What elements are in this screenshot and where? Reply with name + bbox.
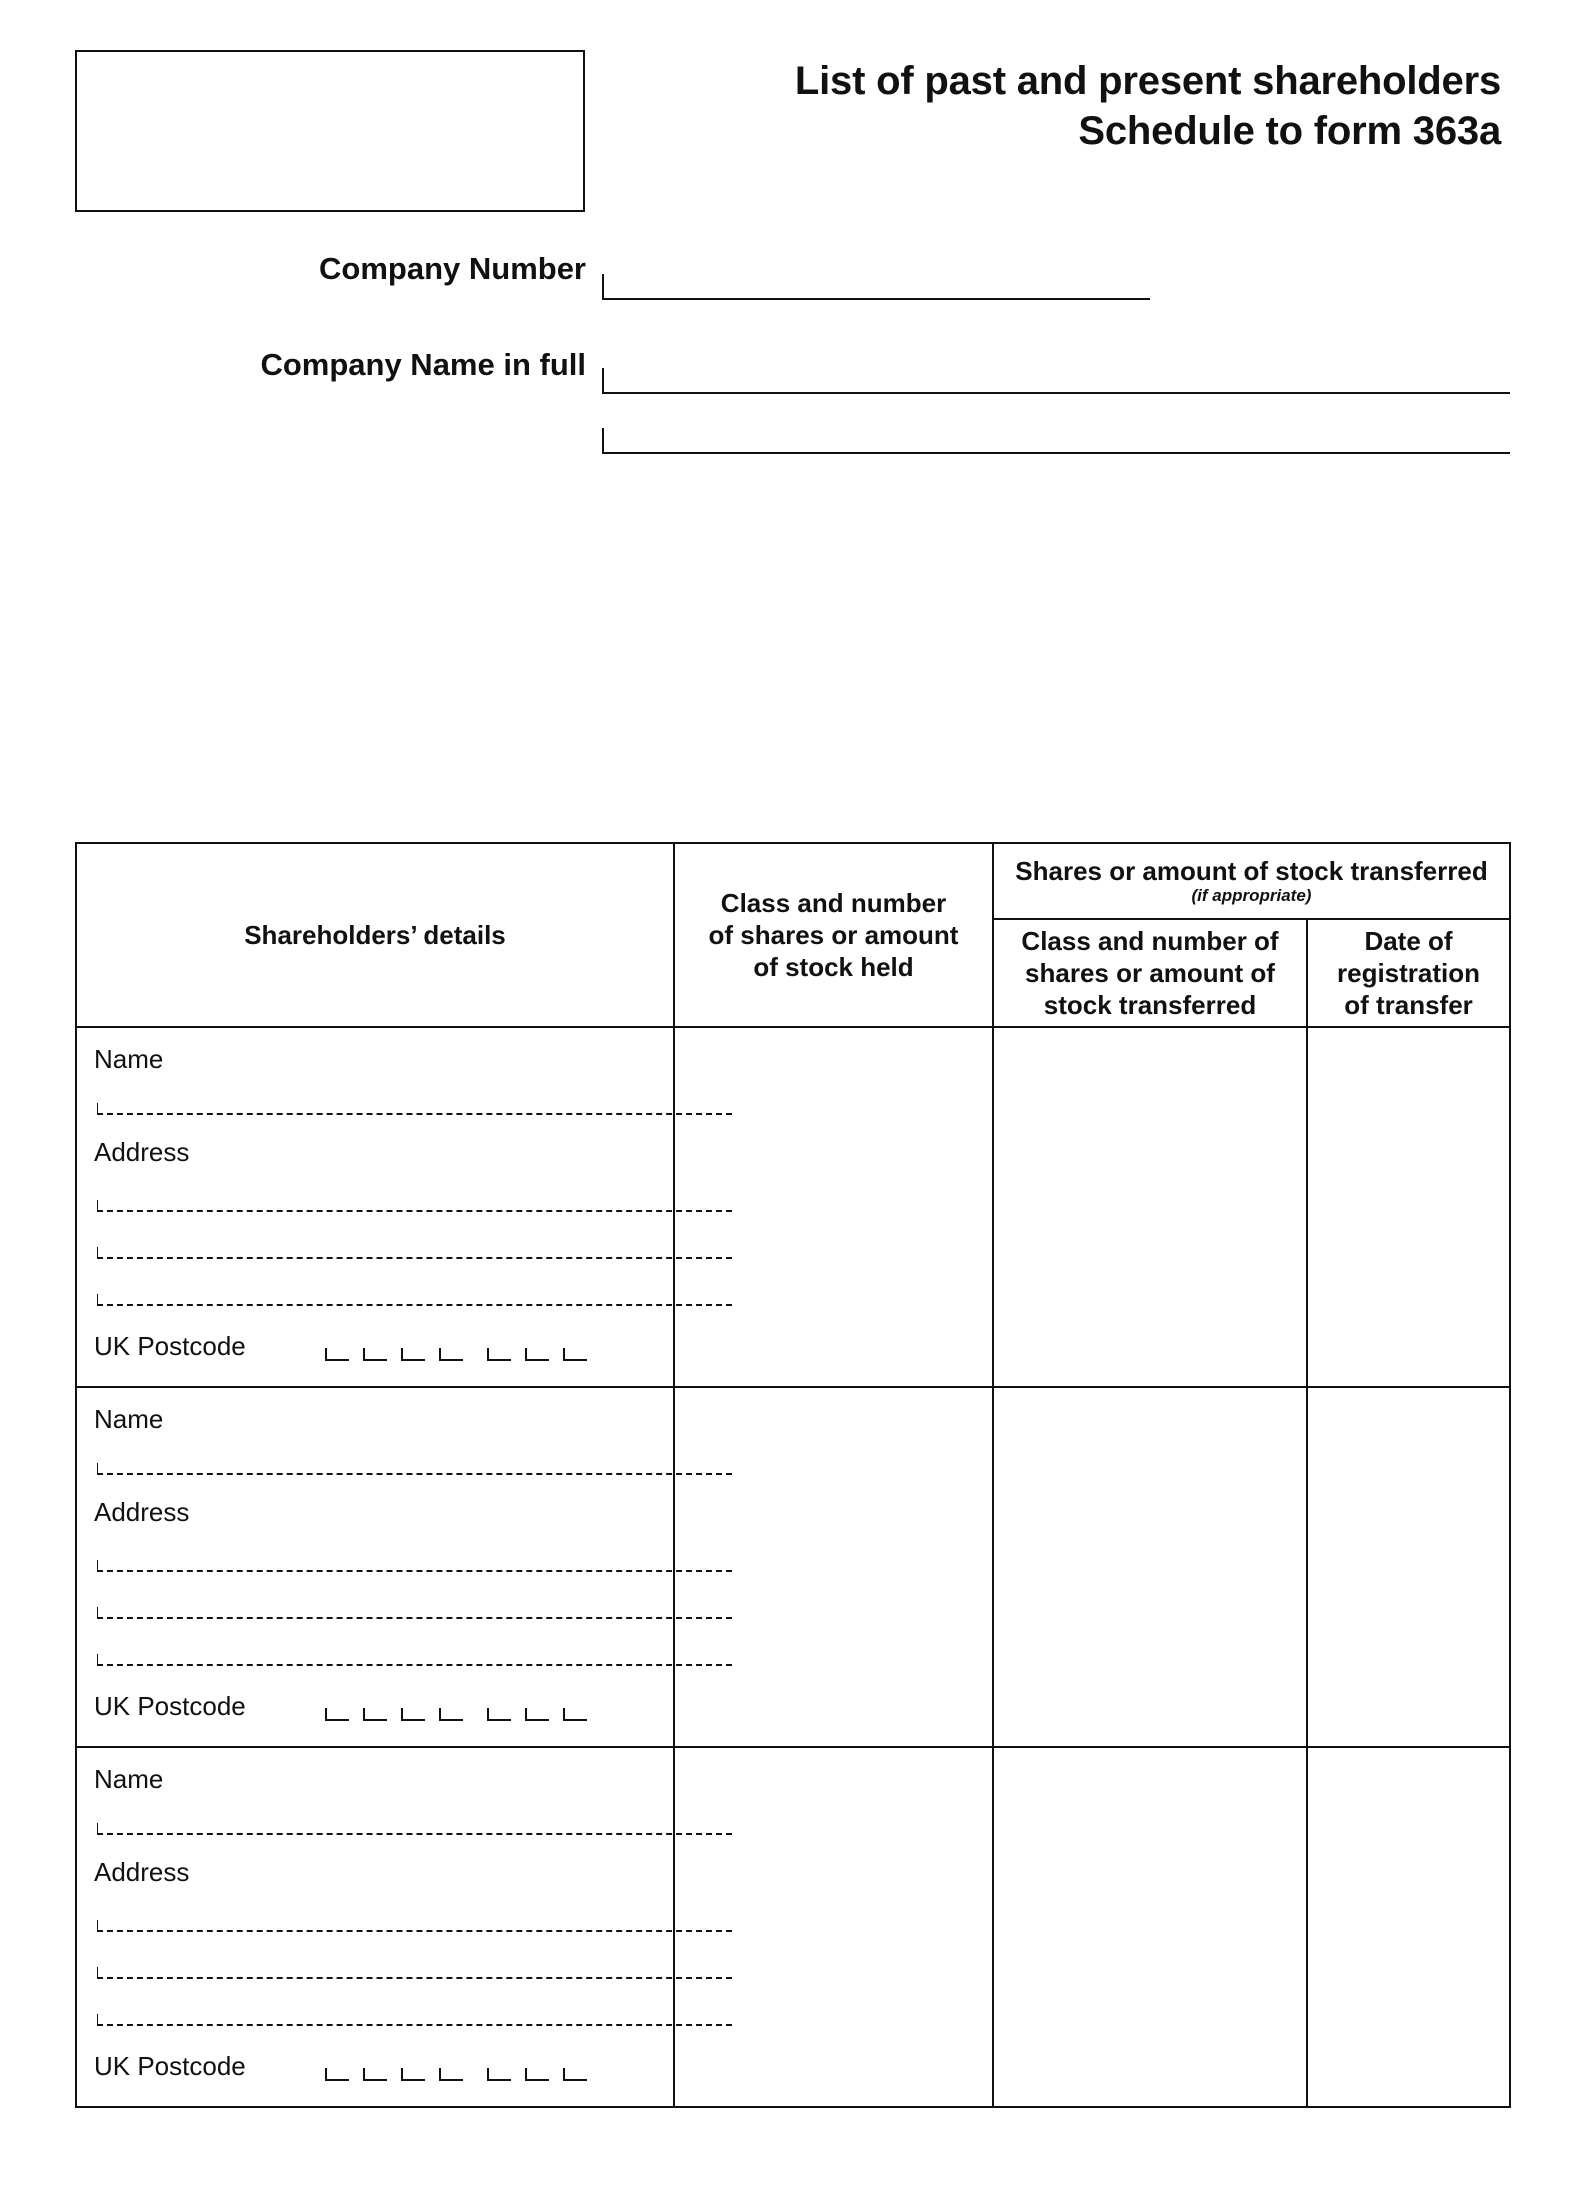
address-field-line2[interactable] xyxy=(97,1247,732,1259)
postcode-label: UK Postcode xyxy=(94,2051,246,2081)
header-stock-transferred xyxy=(993,843,1510,919)
postcode-field[interactable] xyxy=(325,1708,587,1721)
address-field-line1[interactable] xyxy=(97,1920,732,1932)
company-number-label: Company Number xyxy=(319,251,586,286)
shareholder-details-cell xyxy=(76,1747,674,2107)
address-field-line2[interactable] xyxy=(97,1967,732,1979)
name-label: Name xyxy=(94,1764,164,1794)
header-class-held: Class and number of shares or amount of stock held xyxy=(674,843,993,1027)
name-label: Name xyxy=(94,1044,164,1074)
address-field-line3[interactable] xyxy=(97,1654,732,1666)
postcode-field[interactable] xyxy=(325,2068,587,2081)
shareholder-row xyxy=(76,1387,1510,1747)
name-label: Name xyxy=(94,1404,164,1434)
form-title-line1: List of past and present shareholders xyxy=(794,59,1501,103)
name-field[interactable] xyxy=(97,1823,732,1835)
date-registration-cell[interactable] xyxy=(1307,1747,1510,2107)
company-number-field[interactable] xyxy=(602,274,1150,300)
class-transferred-cell[interactable] xyxy=(993,1747,1307,2107)
header-shareholders-details: Shareholders’ details xyxy=(76,843,674,1027)
postcode-field[interactable] xyxy=(325,1348,587,1361)
company-name-field-line2[interactable] xyxy=(602,428,1510,454)
postcode-label: UK Postcode xyxy=(94,1691,246,1721)
address-field-line1[interactable] xyxy=(97,1200,732,1212)
date-registration-cell[interactable] xyxy=(1307,1027,1510,1387)
address-label: Address xyxy=(94,1857,190,1887)
class-transferred-cell[interactable] xyxy=(993,1387,1307,1747)
header-class-transferred: Class and number of shares or amount of stock transferred xyxy=(993,919,1307,1027)
address-label: Address xyxy=(94,1137,190,1167)
shareholders-table xyxy=(75,842,1511,2108)
address-field-line3[interactable] xyxy=(97,2014,732,2026)
shareholder-row xyxy=(76,1747,1510,2107)
address-field-line1[interactable] xyxy=(97,1560,732,1572)
form-title-line2: Schedule to form 363a xyxy=(1078,109,1501,153)
address-field-line3[interactable] xyxy=(97,1294,732,1306)
header-if-appropriate-note: (if appropriate) xyxy=(1191,886,1312,905)
address-field-line2[interactable] xyxy=(97,1607,732,1619)
company-name-label: Company Name in full xyxy=(260,347,586,382)
header-date-registration: Date of registration of transfer xyxy=(1307,919,1510,1027)
class-transferred-cell[interactable] xyxy=(993,1027,1307,1387)
name-field[interactable] xyxy=(97,1103,732,1115)
header-stock-transferred-label: Shares or amount of stock transferred xyxy=(1015,856,1488,886)
address-label: Address xyxy=(94,1497,190,1527)
form-title xyxy=(795,56,1501,156)
shareholder-details-cell xyxy=(76,1027,674,1387)
shareholder-details-cell xyxy=(76,1387,674,1747)
date-registration-cell[interactable] xyxy=(1307,1387,1510,1747)
postcode-label: UK Postcode xyxy=(94,1331,246,1361)
shareholder-row xyxy=(76,1027,1510,1387)
name-field[interactable] xyxy=(97,1463,732,1475)
company-name-field-line1[interactable] xyxy=(602,368,1510,394)
office-stamp-box xyxy=(75,50,585,212)
